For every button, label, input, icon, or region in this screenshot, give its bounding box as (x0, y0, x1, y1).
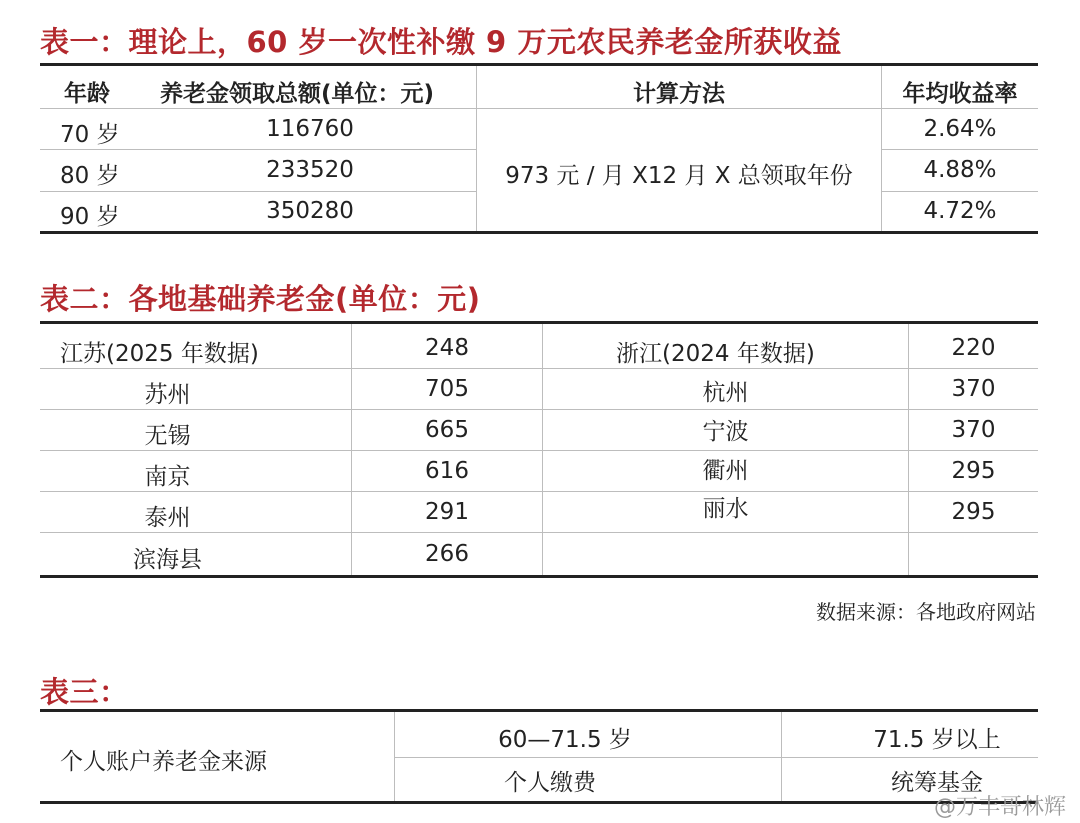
table1-row3-total: 350280 (266, 198, 354, 224)
table1-row-rule-1a (40, 149, 477, 150)
table2-bottom-rule (40, 575, 1038, 578)
table2-col-divider-3 (908, 324, 909, 575)
table2-left-row5-name: 泰州 (144, 505, 191, 531)
table3-bottom-rule (40, 801, 1038, 804)
table2-right-row2-value: 370 (951, 376, 996, 402)
table1-method: 973 元 / 月 X12 月 X 总领取年份 (505, 163, 853, 189)
table1-row2-total: 233520 (266, 157, 354, 183)
table2-left-row1-value: 248 (425, 335, 469, 361)
table2-left-row5-value: 291 (425, 499, 469, 525)
table1-row1-rate: 2.64% (923, 116, 997, 142)
table2-right-row5-value: 295 (951, 499, 996, 525)
table1-top-rule (40, 63, 1038, 66)
table3-col1-period: 60—71.5 岁 (498, 727, 632, 753)
table1-row3-rate: 4.72% (923, 198, 997, 224)
table3-row-label: 个人账户养老金来源 (60, 749, 267, 775)
table1-header-method: 计算方法 (633, 81, 725, 107)
table2-left-row2-name: 苏州 (144, 382, 191, 408)
table2-right-row1-name: 浙江(2024 年数据) (616, 341, 815, 367)
table2-right-row3-name: 宁波 (702, 419, 749, 445)
table2-rule-1 (40, 368, 1038, 369)
table3-col2-period: 71.5 岁以上 (873, 727, 1001, 753)
table2-left-row2-value: 705 (425, 376, 469, 402)
table1-title: 表一：理论上，60 岁一次性补缴 9 万元农民养老金所获收益 (40, 25, 842, 59)
table2-rule-3 (40, 450, 1038, 451)
table2-left-row1-name: 江苏(2025 年数据) (60, 341, 259, 367)
table2-left-row6-value: 266 (425, 541, 469, 567)
table2-col-divider-2 (542, 324, 543, 575)
table1-row3-age: 90 岁 (60, 204, 120, 230)
table3-mid-rule (395, 757, 1038, 758)
table3-top-rule (40, 709, 1038, 712)
table2-top-rule (40, 321, 1038, 324)
table2-right-row2-name: 杭州 (702, 380, 749, 406)
table1-header-rate: 年均收益率 (902, 81, 1018, 107)
table1-row1-age: 70 岁 (60, 122, 120, 148)
table3-col1-source: 个人缴费 (504, 770, 596, 796)
table1-row-rule-2b (882, 191, 1038, 192)
table2-left-row4-name: 南京 (144, 464, 191, 490)
table1-row-rule-2a (40, 191, 477, 192)
table2-left-row4-value: 616 (425, 458, 469, 484)
table1-bottom-rule (40, 231, 1038, 234)
table3-title: 表三： (40, 675, 129, 709)
table2-left-row3-value: 665 (425, 417, 469, 443)
table2-col-divider-1 (351, 324, 352, 575)
table2-right-row4-value: 295 (951, 458, 996, 484)
table2-right-row5-name: 丽水 (702, 496, 749, 522)
table1-row2-rate: 4.88% (923, 157, 997, 183)
table2-left-row3-name: 无锡 (144, 423, 191, 449)
table1-header-rule (40, 108, 1038, 109)
table1-row2-age: 80 岁 (60, 163, 120, 189)
table3-col2-source: 统筹基金 (891, 770, 983, 796)
table2-right-row1-value: 220 (951, 335, 996, 361)
table1-row1-total: 116760 (266, 116, 354, 142)
table2-left-row6-name: 滨海县 (133, 547, 202, 573)
table2-right-row3-value: 370 (951, 417, 996, 443)
table1-header-total: 养老金领取总额(单位：元) (160, 81, 435, 107)
table2-title: 表二：各地基础养老金(单位：元) (40, 282, 481, 316)
data-source-note: 数据来源：各地政府网站 (816, 600, 1036, 624)
table1-header-age: 年龄 (64, 81, 110, 107)
watermark: @万丰哥林辉 (933, 795, 1066, 820)
table2-right-row4-name: 衢州 (702, 458, 749, 484)
table2-rule-2 (40, 409, 1038, 410)
table2-rule-5 (40, 532, 1038, 533)
table1-row-rule-1b (882, 149, 1038, 150)
